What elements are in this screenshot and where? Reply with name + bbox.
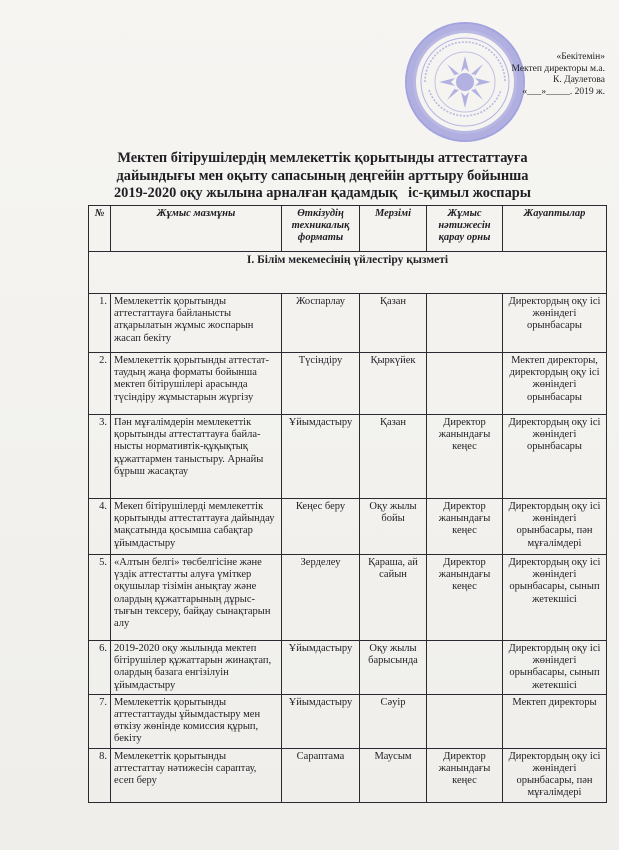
approval-date: «___»_____. 2019 ж. bbox=[522, 86, 605, 97]
row-result: Директор жанындағы кеңес bbox=[427, 415, 503, 499]
row-num: 7. bbox=[89, 694, 111, 748]
table-row bbox=[89, 694, 607, 748]
row-num: 5. bbox=[89, 555, 111, 641]
table-row bbox=[89, 415, 607, 499]
section-title: І. Білім мекемесінің үйлестіру қызметі bbox=[89, 252, 607, 294]
row-result bbox=[427, 294, 503, 353]
title-line-1: Мектеп бітірушілердің мемлекеттік қорытынды аттестаттауға bbox=[117, 150, 528, 166]
row-result bbox=[427, 694, 503, 748]
table-row bbox=[89, 555, 607, 641]
table-header-row bbox=[89, 206, 607, 252]
header-content: Жұмыс мазмұны bbox=[111, 206, 282, 252]
row-num: 3. bbox=[89, 415, 111, 499]
row-result: Директор жанындағы кеңес bbox=[427, 555, 503, 641]
row-content: 2019-2020 оқу жылында мектеп бітірушілер құжаттарын жинақтап, олардың базага енгізілуін ұйымдастыру bbox=[111, 641, 282, 695]
row-responsible: Мектеп директоры, директордың оқу ісі жөніндегі орынбасары bbox=[503, 353, 607, 415]
row-content: Мемлекеттік қорытынды аттестаттауды ұйымдастыру мен өткізу жөнінде комиссия құрып, бекіту bbox=[111, 694, 282, 748]
header-result: Жұмыс нәтижесін қарау орны bbox=[427, 206, 503, 252]
table-row bbox=[89, 353, 607, 415]
table-row bbox=[89, 641, 607, 695]
row-result bbox=[427, 353, 503, 415]
row-num: 1. bbox=[89, 294, 111, 353]
row-deadline: Қазан bbox=[360, 415, 427, 499]
row-result: Директор жанындағы кеңес bbox=[427, 748, 503, 802]
title-line-2: дайындығы мен оқыту сапасының деңгейін арттыру бойынша bbox=[116, 167, 529, 184]
row-num: 4. bbox=[89, 499, 111, 555]
row-num: 6. bbox=[89, 641, 111, 695]
row-responsible: Директордың оқу ісі жөніндегі орынбасары, сынып жетекшісі bbox=[503, 555, 607, 641]
table-row bbox=[89, 499, 607, 555]
row-responsible: Директордың оқу ісі жөніндегі орынбасары bbox=[503, 294, 607, 353]
row-format: Кеңес беру bbox=[282, 499, 360, 555]
row-result: Директор жанындағы кеңес bbox=[427, 499, 503, 555]
row-format: Ұйымдастыру bbox=[282, 694, 360, 748]
header-format: Өткізудің техникалық форматы bbox=[282, 206, 360, 252]
row-num: 8. bbox=[89, 748, 111, 802]
row-format: Ұйымдастыру bbox=[282, 641, 360, 695]
row-deadline: Қыркүйек bbox=[360, 353, 427, 415]
header-deadline: Мерзімі bbox=[360, 206, 427, 252]
plan-table bbox=[88, 205, 607, 803]
row-deadline: Маусым bbox=[360, 748, 427, 802]
approval-heading: «Бекітемін» bbox=[556, 52, 605, 62]
row-content: «Алтын белгі» төсбелгісіне және үздік аттестатты алуға үміткер оқушылар тізімін анықтау және олардың құжаттарының дұрыс-тығын тексеру, байқау сынақтарын алу bbox=[111, 555, 282, 641]
row-deadline: Сәуір bbox=[360, 694, 427, 748]
row-format: Түсіндіру bbox=[282, 353, 360, 415]
row-responsible: Директордың оқу ісі жөніндегі орынбасары, пән мұғалімдері bbox=[503, 748, 607, 802]
row-format: Зерделеу bbox=[282, 555, 360, 641]
row-responsible: Директордың оқу ісі жөніндегі орынбасары, пән мұғалімдері bbox=[503, 499, 607, 555]
row-deadline: Оқу жылы барысында bbox=[360, 641, 427, 695]
row-result bbox=[427, 641, 503, 695]
title-line-3: 2019-2020 оқу жылына арналған қадамдық іс-қимыл жоспары bbox=[113, 185, 532, 201]
row-responsible: Директордың оқу ісі жөніндегі орынбасары, сынып жетекшісі bbox=[503, 641, 607, 695]
row-format: Ұйымдастыру bbox=[282, 415, 360, 499]
row-content: Пән мұғалімдерін мемлекеттік қорытынды аттестаттауға байла-нысты нормативтік-құқықтық құжаттармен таныстыру. Арнайы бұрыш жасақтау bbox=[111, 415, 282, 499]
row-format: Сараптама bbox=[282, 748, 360, 802]
row-deadline: Қазан bbox=[360, 294, 427, 353]
document-title bbox=[95, 150, 550, 203]
row-responsible: Директордың оқу ісі жөніндегі орынбасары bbox=[503, 415, 607, 499]
header-responsible: Жауаптылар bbox=[503, 206, 607, 252]
approval-name: К. Даулетова bbox=[553, 75, 605, 85]
approval-position: Мектеп директоры м.а. bbox=[511, 63, 605, 74]
row-content: Мемлекеттік қорытынды аттестат-таудың жаңа форматы бойынша мектеп бітірушілері арасында түсіндіру жұмыстарын жүргізу bbox=[111, 353, 282, 415]
row-deadline: Оқу жылы бойы bbox=[360, 499, 427, 555]
row-deadline: Қараша, ай сайын bbox=[360, 555, 427, 641]
row-content: Мекеп бітірушілерді мемлекеттік қорытынды аттестаттауға дайындау мақсатында қосымша сабақтар ұйымдастыру bbox=[111, 499, 282, 555]
row-content: Мемлекеттік қорытынды аттестаттау нәтижесін сараптау, есеп беру bbox=[111, 748, 282, 802]
table-row bbox=[89, 294, 607, 353]
section-row bbox=[89, 252, 607, 294]
approval-block bbox=[455, 52, 605, 98]
row-num: 2. bbox=[89, 353, 111, 415]
row-responsible: Мектеп директоры bbox=[503, 694, 607, 748]
row-content: Мемлекеттік қорытынды аттестаттауға байланысты атқарылатын жұмыс жоспарын жасап бекіту bbox=[111, 294, 282, 353]
row-format: Жоспарлау bbox=[282, 294, 360, 353]
table-row bbox=[89, 748, 607, 802]
header-num: № bbox=[89, 206, 111, 252]
